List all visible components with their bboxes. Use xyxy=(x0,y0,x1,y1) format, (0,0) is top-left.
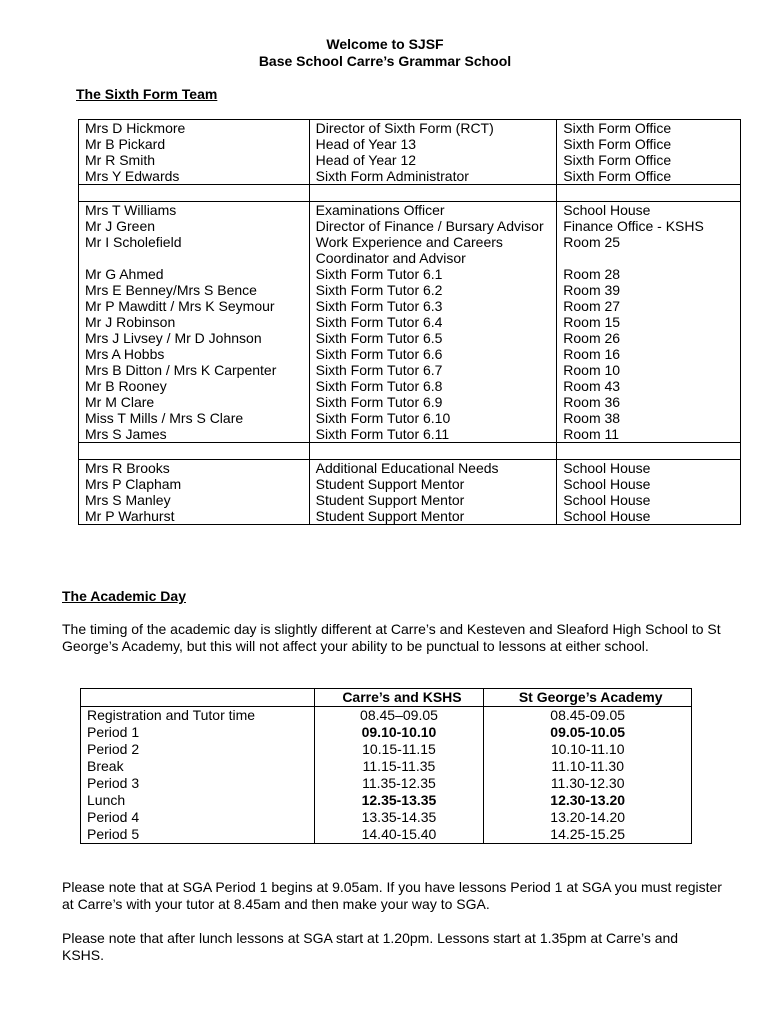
staff-name: Mrs J Livsey / Mr D Johnson xyxy=(79,330,310,346)
staff-role: Sixth Form Tutor 6.9 xyxy=(309,394,557,410)
staff-location: School House xyxy=(557,202,741,219)
carres-time: 08.45–09.05 xyxy=(314,707,484,725)
staff-name: Mrs R Brooks xyxy=(79,460,310,477)
staff-role: Sixth Form Tutor 6.10 xyxy=(309,410,557,426)
staff-name: Mr R Smith xyxy=(79,152,310,168)
document-title: Welcome to SJSF xyxy=(326,36,444,52)
table-row xyxy=(79,492,741,508)
staff-role: Sixth Form Tutor 6.2 xyxy=(309,282,557,298)
staff-location: Sixth Form Office xyxy=(557,120,741,137)
table-row xyxy=(79,394,741,410)
staff-name: Mrs S Manley xyxy=(79,492,310,508)
session-label: Lunch xyxy=(81,792,315,809)
staff-role: Sixth Form Tutor 6.8 xyxy=(309,378,557,394)
session-label: Period 1 xyxy=(81,724,315,741)
table-row xyxy=(79,426,741,443)
note-period1: Please note that at SGA Period 1 begins at 9.05am. If you have lessons Period 1 at SGA you must register at Carre’s with your tutor at 8.45am and then make your way to SGA. xyxy=(62,879,722,912)
staff-name: Mr P Warhurst xyxy=(79,508,310,525)
staff-role: Director of Finance / Bursary Advisor xyxy=(309,218,557,234)
table-row xyxy=(79,136,741,152)
staff-location: Room 10 xyxy=(557,362,741,378)
staff-location: Room 28 xyxy=(557,266,741,282)
carres-time: 09.10-10.10 xyxy=(314,724,484,741)
spacer-cell xyxy=(79,443,310,460)
staff-name: Mrs P Clapham xyxy=(79,476,310,492)
table-row xyxy=(79,266,741,282)
staff-role: Sixth Form Tutor 6.1 xyxy=(309,266,557,282)
spacer-cell xyxy=(557,185,741,202)
table-row xyxy=(81,741,692,758)
sga-time: 11.10-11.30 xyxy=(484,758,692,775)
staff-name: Miss T Mills / Mrs S Clare xyxy=(79,410,310,426)
table-row xyxy=(79,410,741,426)
staff-name: Mrs D Hickmore xyxy=(79,120,310,137)
academic-intro: The timing of the academic day is slightly different at Carre’s and Kesteven and Sleaford High School to St George’s Academy, but this will not affect your ability to be punctual to lessons at either school. xyxy=(62,621,721,654)
table-row xyxy=(79,378,741,394)
spacer-cell xyxy=(79,185,310,202)
staff-name: Mr G Ahmed xyxy=(79,266,310,282)
table-row xyxy=(79,362,741,378)
table-row xyxy=(79,234,741,266)
staff-location: Room 15 xyxy=(557,314,741,330)
spacer-cell xyxy=(309,443,557,460)
staff-location: Sixth Form Office xyxy=(557,168,741,185)
staff-role: Examinations Officer xyxy=(309,202,557,219)
staff-name: Mr P Mawditt / Mrs K Seymour xyxy=(79,298,310,314)
staff-location: Finance Office - KSHS xyxy=(557,218,741,234)
carres-time: 11.35-12.35 xyxy=(314,775,484,792)
sga-time: 13.20-14.20 xyxy=(484,809,692,826)
table-row xyxy=(79,152,741,168)
session-label: Registration and Tutor time xyxy=(81,707,315,725)
table-row xyxy=(79,282,741,298)
staff-role: Director of Sixth Form (RCT) xyxy=(309,120,557,137)
table-row xyxy=(79,476,741,492)
table-row xyxy=(81,707,692,725)
staff-name: Mr J Robinson xyxy=(79,314,310,330)
team-table xyxy=(78,119,741,525)
table-row xyxy=(79,298,741,314)
staff-role: Work Experience and Careers Coordinator and Advisor xyxy=(309,234,557,266)
staff-name: Mrs A Hobbs xyxy=(79,346,310,362)
table-row xyxy=(79,508,741,525)
staff-location: Room 43 xyxy=(557,378,741,394)
table-row xyxy=(79,168,741,185)
staff-role: Sixth Form Administrator xyxy=(309,168,557,185)
carres-time: 11.15-11.35 xyxy=(314,758,484,775)
carres-time: 10.15-11.15 xyxy=(314,741,484,758)
carres-time: 13.35-14.35 xyxy=(314,809,484,826)
staff-location: Room 25 xyxy=(557,234,741,266)
staff-name: Mrs B Ditton / Mrs K Carpenter xyxy=(79,362,310,378)
academic-day-heading: The Academic Day xyxy=(62,588,186,604)
carres-time: 14.40-15.40 xyxy=(314,826,484,844)
table-row xyxy=(79,218,741,234)
staff-location: Room 27 xyxy=(557,298,741,314)
staff-role: Sixth Form Tutor 6.4 xyxy=(309,314,557,330)
staff-name: Mr B Pickard xyxy=(79,136,310,152)
note-lunch: Please note that after lunch lessons at SGA start at 1.20pm. Lessons start at 1.35pm at Carre’s and KSHS. xyxy=(62,930,679,963)
table-row xyxy=(79,346,741,362)
table-row xyxy=(79,202,741,219)
staff-role: Head of Year 13 xyxy=(309,136,557,152)
staff-location: School House xyxy=(557,508,741,525)
team-heading: The Sixth Form Team xyxy=(76,86,218,102)
staff-location: School House xyxy=(557,492,741,508)
timetable-header-row xyxy=(81,689,692,707)
staff-name: Mrs Y Edwards xyxy=(79,168,310,185)
sga-time: 14.25-15.25 xyxy=(484,826,692,844)
staff-role: Sixth Form Tutor 6.11 xyxy=(309,426,557,443)
table-row xyxy=(81,724,692,741)
document-subtitle: Base School Carre’s Grammar School xyxy=(258,53,512,69)
table-row xyxy=(79,330,741,346)
table-row xyxy=(79,120,741,137)
spacer-row xyxy=(79,443,741,460)
staff-role: Head of Year 12 xyxy=(309,152,557,168)
sga-time: 08.45-09.05 xyxy=(484,707,692,725)
staff-location: Sixth Form Office xyxy=(557,136,741,152)
sga-time: 09.05-10.05 xyxy=(484,724,692,741)
staff-location: Room 26 xyxy=(557,330,741,346)
table-row xyxy=(81,792,692,809)
staff-name: Mrs S James xyxy=(79,426,310,443)
table-row xyxy=(81,809,692,826)
table-row xyxy=(79,460,741,477)
sga-time: 10.10-11.10 xyxy=(484,741,692,758)
session-label: Period 5 xyxy=(81,826,315,844)
staff-role: Student Support Mentor xyxy=(309,508,557,525)
column-header xyxy=(81,689,315,707)
staff-name: Mr J Green xyxy=(79,218,310,234)
sga-time: 11.30-12.30 xyxy=(484,775,692,792)
staff-name: Mr I Scholefield xyxy=(79,234,310,266)
session-label: Break xyxy=(81,758,315,775)
staff-location: School House xyxy=(557,460,741,477)
staff-name: Mr B Rooney xyxy=(79,378,310,394)
staff-location: Room 39 xyxy=(557,282,741,298)
staff-location: Room 38 xyxy=(557,410,741,426)
staff-name: Mrs E Benney/Mrs S Bence xyxy=(79,282,310,298)
spacer-cell xyxy=(557,443,741,460)
spacer-cell xyxy=(309,185,557,202)
table-row xyxy=(81,775,692,792)
staff-role: Sixth Form Tutor 6.6 xyxy=(309,346,557,362)
session-label: Period 3 xyxy=(81,775,315,792)
staff-location: Room 11 xyxy=(557,426,741,443)
staff-location: Room 16 xyxy=(557,346,741,362)
timetable xyxy=(80,688,692,844)
staff-role: Additional Educational Needs xyxy=(309,460,557,477)
staff-role: Sixth Form Tutor 6.3 xyxy=(309,298,557,314)
staff-name: Mr M Clare xyxy=(79,394,310,410)
staff-role: Sixth Form Tutor 6.7 xyxy=(309,362,557,378)
table-row xyxy=(81,826,692,844)
column-header: St George’s Academy xyxy=(484,689,692,707)
session-label: Period 4 xyxy=(81,809,315,826)
table-row xyxy=(79,314,741,330)
staff-location: Sixth Form Office xyxy=(557,152,741,168)
staff-location: School House xyxy=(557,476,741,492)
staff-name: Mrs T Williams xyxy=(79,202,310,219)
staff-role: Student Support Mentor xyxy=(309,476,557,492)
spacer-row xyxy=(79,185,741,202)
carres-time: 12.35-13.35 xyxy=(314,792,484,809)
column-header: Carre’s and KSHS xyxy=(314,689,484,707)
table-row xyxy=(81,758,692,775)
staff-role: Student Support Mentor xyxy=(309,492,557,508)
staff-role: Sixth Form Tutor 6.5 xyxy=(309,330,557,346)
sga-time: 12.30-13.20 xyxy=(484,792,692,809)
session-label: Period 2 xyxy=(81,741,315,758)
staff-location: Room 36 xyxy=(557,394,741,410)
